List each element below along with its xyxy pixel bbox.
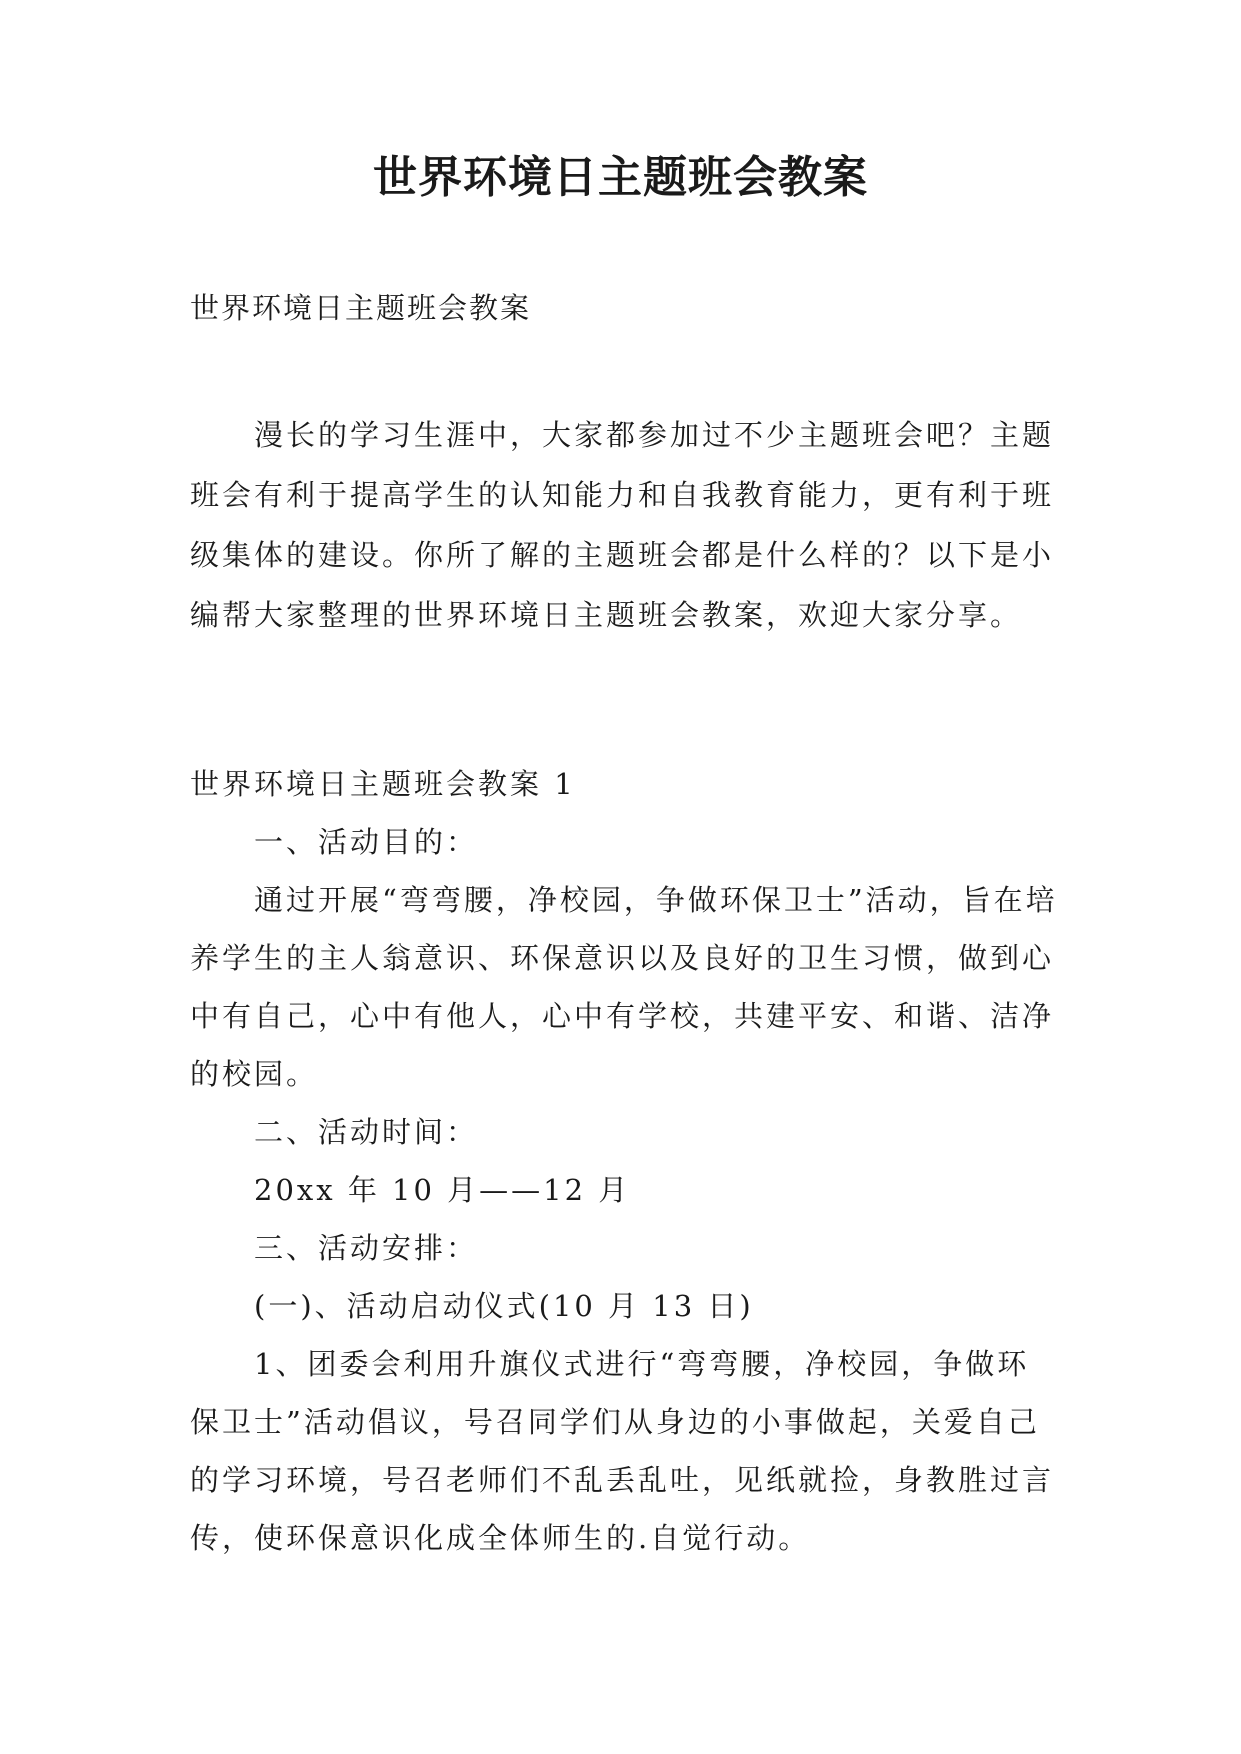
time-heading: 二、活动时间： [254,1115,479,1149]
section-1 [190,755,1060,1567]
plan-heading: 三、活动安排： [254,1231,479,1265]
plan-item-1: 1、团委会利用升旗仪式进行“弯弯腰，净校园，争做环保卫士”活动倡议，号召同学们从身边的小事做起，关爱自己的学习环境，号召老师们不乱丢乱吐，见纸就捡，身教胜过言传，使环保意识化成全体师生的.自觉行动。 [190,1347,1055,1555]
goal-heading: 一、活动目的： [254,825,479,859]
section-heading: 世界环境日主题班会教案 1 [190,767,576,801]
time-range: 20xx 年 10 月——12 月 [254,1173,631,1207]
intro-paragraph: 漫长的学习生涯中，大家都参加过不少主题班会吧？主题班会有利于提高学生的认知能力和自我教育能力，更有利于班级集体的建设。你所了解的主题班会都是什么样的？以下是小编帮大家整理的世界环境日主题班会教案，欢迎大家分享。 [190,418,1055,632]
plan-subheading: (一)、活动启动仪式(10 月 13 日) [254,1289,754,1323]
goal-paragraph: 通过开展“弯弯腰，净校园，争做环保卫士”活动，旨在培养学生的主人翁意识、环保意识以及良好的卫生习惯，做到心中有自己，心中有他人，心中有学校，共建平安、和谐、洁净的校园。 [190,883,1058,1091]
document-subtitle: 世界环境日主题班会教案 [190,291,532,325]
document-title: 世界环境日主题班会教案 [373,152,868,203]
